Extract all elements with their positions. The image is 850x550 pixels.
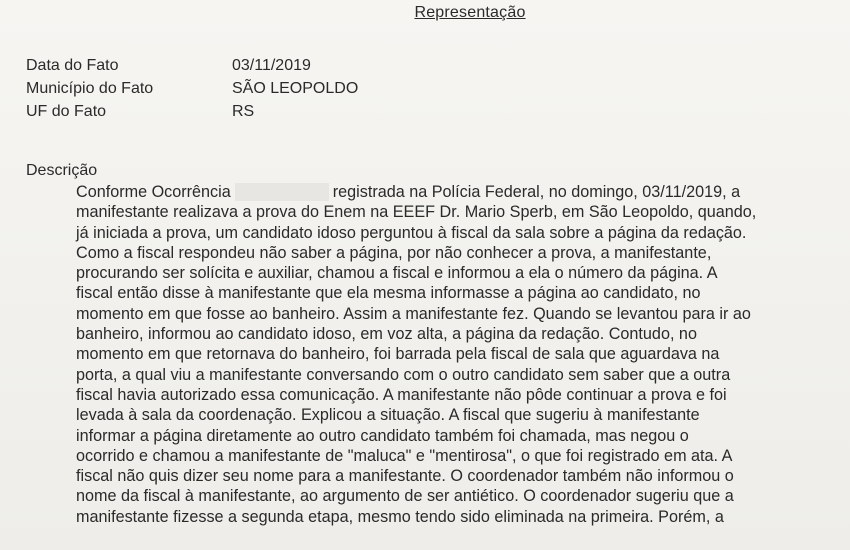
description-first-prefix: Conforme Ocorrência: [76, 183, 231, 201]
description-line: fiscal então disse à manifestante que ela mesma informasse a página ao candidato, no: [76, 284, 701, 303]
description-line: fiscal havia autorizado essa comunicação. A manifestante não pôde continuar a prova e foi: [76, 385, 727, 404]
description-line: informar a página diretamente ao outro candidato também foi chamada, mas negou o: [76, 426, 689, 445]
document-title: Representação: [414, 4, 526, 21]
description-line-first: [76, 182, 836, 202]
description-line: procurando ser solícita e auxiliar, chamou a fiscal e informou a ela o número da página. A: [76, 264, 718, 283]
description-body: [76, 182, 836, 527]
description-line: porta, a qual viu a manifestante conversando com o outro candidato sem saber que a outra: [76, 365, 731, 384]
description-label: Descrição: [26, 162, 98, 179]
description-line: ocorrido e chamou a manifestante de "maluca" e "mentirosa", o que foi registrado em ata. A: [76, 446, 733, 465]
field-label-state: UF do Fato: [26, 103, 107, 120]
field-value-state: RS: [232, 103, 255, 120]
field-value-date: 03/11/2019: [232, 57, 311, 74]
description-line: fiscal não quis dizer seu nome para a manifestante. O coordenador também não informou o: [76, 467, 734, 486]
description-line: manifestante realizava a prova do Enem na EEEF Dr. Mario Sperb, em São Leopoldo, quando,: [76, 203, 757, 222]
description-line: Como a fiscal respondeu não saber a página, por não conhecer a prova, a manifestante,: [76, 243, 712, 262]
description-line: banheiro, informou ao candidato idoso, em voz alta, a página da redação. Contudo, no: [76, 325, 697, 344]
field-row-state: [26, 103, 254, 121]
field-row-date: [26, 57, 311, 75]
description-line: já iniciada a prova, um candidato idoso perguntou à fiscal da sala sobre a página da redação.: [76, 223, 747, 242]
description-first-suffix: registrada na Polícia Federal, no domingo, 03/11/2019, a: [332, 183, 741, 201]
description-line: momento em que retornava do banheiro, foi barrada pela fiscal de sala que aguardava na: [76, 345, 720, 364]
description-line: momento em que fosse ao banheiro. Assim a manifestante fez. Quando se levantou para ir ao: [76, 304, 751, 323]
field-row-municipality: [26, 80, 358, 98]
description-line: nome da fiscal à manifestante, ao argumento de ser antiético. O coordenador sugeriu que a: [76, 487, 734, 506]
field-label-municipality: Município do Fato: [26, 80, 154, 97]
field-label-date: Data do Fato: [26, 57, 119, 74]
redacted-occurrence-number: [235, 183, 329, 201]
description-line: manifestante fizesse a segunda etapa, mesmo tendo sido eliminada na primeira. Porém, a: [76, 507, 724, 526]
field-value-municipality: SÃO LEOPOLDO: [232, 80, 359, 97]
description-line: levada à sala da coordenação. Explicou a situação. A fiscal que sugeriu à manifestante: [76, 406, 700, 425]
